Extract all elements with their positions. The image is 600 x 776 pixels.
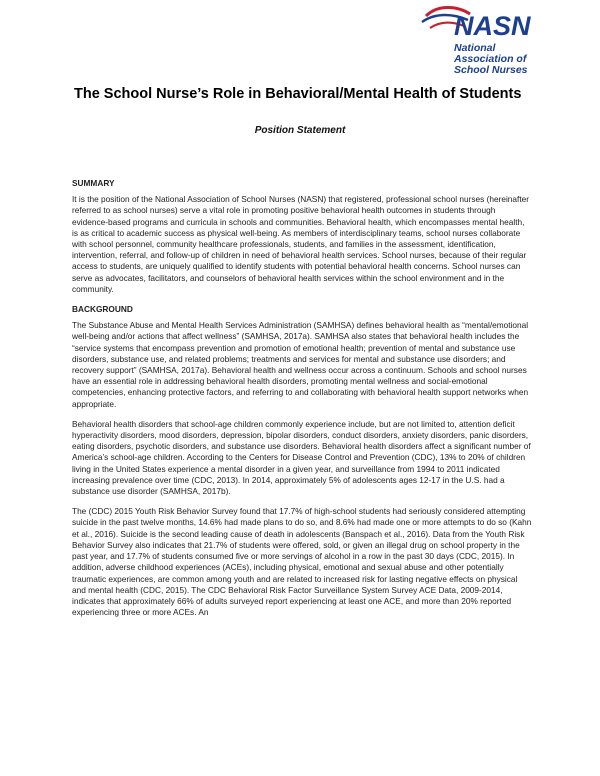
nasn-logo xyxy=(418,2,540,82)
summary-section xyxy=(72,178,532,295)
paragraph: It is the position of the National Association of School Nurses (NASN) that registered, professional school nurses (hereinafter referred to as school nurses) serve a vital role in promoting positive behavioral health outcomes in students through evidence-based programs and curricula in schools and communities. Behavioral health, which encompasses mental health, is as critical to academic success as physical well-being. As members of interdisciplinary teams, school nurses collaborate with school personnel, community healthcare professionals, students, and families in the assessment, identification, intervention, referral, and follow-up of children in need of behavioral health services. School nurses, because of their regular access to students, are uniquely qualified to identify students with potential behavioral health concerns. School nurses can serve as advocates, facilitators, and counselors of behavioral health services within the school environment and in the community. xyxy=(72,194,530,294)
document-title: The School Nurse’s Role in Behavioral/Mental Health of Students xyxy=(74,86,522,102)
nasn-logo-mark xyxy=(418,2,540,44)
nasn-acronym: NASN xyxy=(454,11,531,41)
section-heading: SUMMARY xyxy=(72,178,115,188)
document-body xyxy=(72,178,532,627)
paragraph: Behavioral health disorders that school-age children commonly experience include, but are not limited to, attention deficit hyperactivity disorders, mood disorders, depression, bipolar disorders, conduct disorders, anxiety disorders, panic disorders, eating disorders, psychotic disorders, and substance use disorders. Behavioral health disorders affect a significant number of America’s school-age children. According to the Centers for Disease Control and Prevention (CDC), 13% to 20% of children living in the United States experience a mental disorder in a given year, and surveillance from 1994 to 2011 indicated increasing prevalence over time (CDC, 2013). In 2014, approximately 5% of adolescents ages 12-17 in the U.S. had a substance use disorder (SAMHSA, 2017b). xyxy=(72,418,531,497)
org-line: National xyxy=(454,42,496,54)
paragraph: The (CDC) 2015 Youth Risk Behavior Survey found that 17.7% of high-school students had seriously considered attempting suicide in the past twelve months, 14.6% had made plans to do so, and 8.6% had made one or more attempts to do so (Kahn et al., 2016). Suicide is the second leading cause of death in adolescents (Banspach et al., 2016). Data from the Youth Risk Behavior Survey also indicates that 21.7% of students were offered, sold, or given an illegal drug on school property in the past year, and 17.7% of students consumed five or more servings of alcohol in a row in the past 30 days (CDC, 2015). In addition, adverse childhood experiences (ACEs), including physical, emotional and sexual abuse and other potentially traumatic experiences, are common among youth and are related to increased risk for lasting negative effects on physical and mental health (CDC, 2015). The CDC Behavioral Risk Factor Surveillance System Survey ACE Data, 2009-2014, indicates that approximately 66% of adults surveyed report experiencing at least one ACE, and more than 20% reported experiencing three or more ACEs. An xyxy=(72,506,532,618)
section-heading: BACKGROUND xyxy=(72,304,133,315)
org-line: Association of xyxy=(454,53,527,65)
background-section xyxy=(72,304,532,618)
paragraph: The Substance Abuse and Mental Health Services Administration (SAMHSA) defines behavioral health as “mental/emotional well-being and/or actions that affect wellness” (SAMHSA, 2017a). SAMHSA also states that behavioral health includes the “service systems that encompass prevention and promotion of emotional health; prevention of mental and substance use disorders, substance use, and related problems; treatments and services for mental and substance use disorders; and recovery support” (SAMHSA, 2017a). Behavioral health and wellness occur across a continuum. Schools and school nurses have an essential role in addressing behavioral health disorders, promoting mental wellness and social-emotional competencies, enhancing protective factors, and referring to and collaborating with behavioral health support networks when appropriate. xyxy=(72,320,529,409)
document-subtitle: Position Statement xyxy=(254,125,346,136)
org-line: School Nurses xyxy=(454,64,528,76)
organization-name xyxy=(454,43,528,76)
